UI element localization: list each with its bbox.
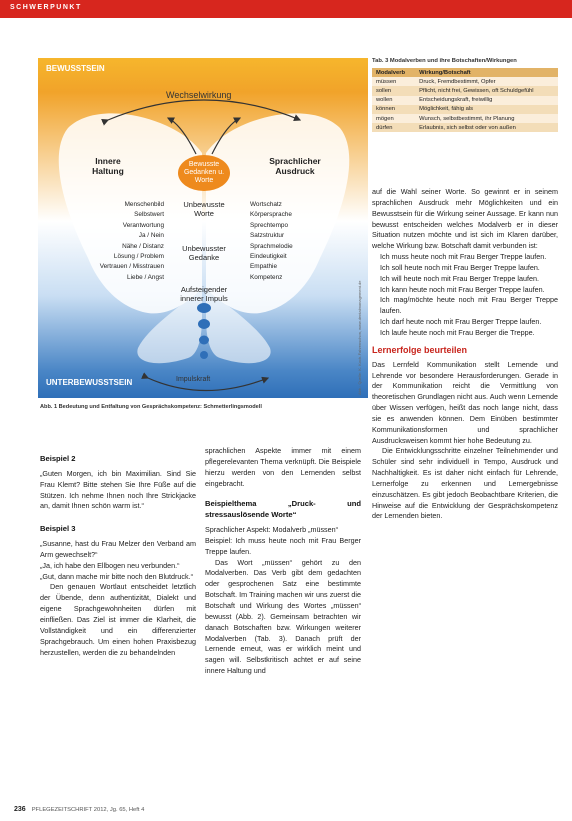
label-impulse: Impulskraft xyxy=(176,376,211,383)
table-row xyxy=(372,105,558,114)
example-2-text: „Guten Morgen, ich bin Maximilian. Sind Sie Frau Klemt? Bitte stehen Sie Ihre Füße auf die Stützen. Ich nehme Ihnen noch Ihre Strickjacke an, damit Ihnen schön warm ist.“ xyxy=(40,468,196,511)
center-unconscious-thought: Unbewusster Gedanke xyxy=(182,244,226,262)
journal-source: PFLEGEZEITSCHRIFT 2012, Jg. 65, Heft 4 xyxy=(31,807,145,813)
table-cell: Erlaubnis, sich selbst oder von außen xyxy=(415,123,558,132)
list-item: Vertrauen / Misstrauen xyxy=(99,263,164,271)
center-unconscious-words: Unbewusste Worte xyxy=(183,200,225,218)
body-paragraph: Sprachlicher Aspekt: Modalverb „müssen“ xyxy=(205,525,339,535)
table-cell: Pflicht, nicht frei, Gewissen, oft Schuldgefühl xyxy=(415,86,558,95)
body-paragraph: Das Lernfeld Kommunikation stellt Lernende und Lehrende vor besondere Herausforderungen. Gerade in der Kommunikation reicht die Vermittlung von theoretischen Grundlagen nicht aus. Auch wenn Lernende über Wissen verfügen, heißt das noch lange nicht, dass sie es anwenden können. Dem Einüben bestimmter Kommunikationsformen und sprachlicher Ausdrucksweisen kommt hier hohe Bedeutung zu. xyxy=(372,359,558,445)
example-3-heading: Beispiel 3 xyxy=(40,524,76,534)
table-cell: Wunsch, selbstbestimmt, ihr Planung xyxy=(415,114,558,123)
table-cell: dürfen xyxy=(372,123,415,132)
body-paragraph: auf die Wahl seiner Worte. So gewinnt er in seinem sprachlichen Ausdruck mehr Möglichkeiten und ein Bewusstsein für die Wirkung seiner Aussage. Er kann nun bewusst entscheiden welches Modalverb er in dieser Situation nutzen möchte und ist sich im Klaren darüber, welche Wirkung bzw. Botschaft damit verbunden ist: xyxy=(372,187,558,251)
list-item: Sprachmelodie xyxy=(250,242,293,250)
page-footer xyxy=(14,806,144,813)
table-row xyxy=(372,96,558,105)
table-row xyxy=(372,123,558,132)
table-cell: mögen xyxy=(372,114,415,123)
modal-verb-examples xyxy=(372,252,558,339)
label-subconscious: UNTERBEWUSSTSEIN xyxy=(46,378,133,387)
right-expression-list xyxy=(250,200,340,283)
section-heading: Lernerfolge beurteilen xyxy=(372,344,468,355)
list-item: Ich soll heute noch mit Frau Berger Treppe laufen. xyxy=(380,262,540,272)
title-verbal-expression: Sprachlicher Ausdruck xyxy=(269,156,321,176)
list-item: Empathie xyxy=(250,263,277,271)
example-3-line: „Gut, dann mache mir bitte noch den Blutdruck.“ xyxy=(40,571,194,581)
section-header-bar xyxy=(0,0,572,18)
label-interaction: Wechselwirkung xyxy=(166,90,232,100)
table-row xyxy=(372,114,558,123)
list-item: Ich darf heute noch mit Frau Berger Treppe laufen. xyxy=(380,317,542,327)
list-item: Verantwortung xyxy=(122,221,164,229)
list-item: Ich laufe heute noch mit Frau Berger die Treppe. xyxy=(380,327,535,337)
text-column-2 xyxy=(205,446,361,677)
list-item: Ich mag/möchte heute noch mit Frau Berger Treppe laufen. xyxy=(380,295,558,316)
example-3-line: „Ja, ich habe den Ellbogen neu verbunden.“ xyxy=(40,560,180,570)
list-item: Körpersprache xyxy=(250,211,292,219)
butterfly-figure xyxy=(38,58,368,398)
list-item: Selbstwert xyxy=(134,211,164,219)
table-header-cell: Modalverb xyxy=(372,68,415,77)
table-header-row xyxy=(372,68,558,77)
table-cell: wollen xyxy=(372,96,415,105)
body-paragraph: Das Wort „müssen“ gehört zu den Modalverben. Das Verb gibt dem gedachten oder gesprochenen Satz eine bestimmte Botschaft. Im Training machen wir uns zuerst die Botschaft und Wirkung des Wortes „müssen“ bewusst (Abb. 2). Gemeinsam betrachten wir danach Botschaften bzw. Wirkungen weiterer Modalverben (Tab. 3). Danach prüft der Lernende erneut, was er wirklich meint und sagen will. Selbstkritisch achtet er auf seine innere Haltung und xyxy=(205,557,361,676)
body-paragraph: Den genauen Wortlaut entscheidet letztlich der Übende, denn authentizität, Dialekt und eigene Sprachgewohnheiten dürfen mit einfließen. Das Ziel ist immer die Klarheit, die Vollständigkeit und ein differenzierter Sprachgebrauch. Um einen hohen Praxisbezug herzustellen, werden die zu behandelnden xyxy=(40,582,196,657)
table-title: Tab. 3 Modalverben und ihre Botschaften/Wirkungen xyxy=(372,58,517,64)
table-header-cell: Wirkung/Botschaft xyxy=(415,68,558,77)
text-column-3 xyxy=(372,187,558,522)
example-topic-heading: Beispielthema „Druck- und stressauslösende Worte“ xyxy=(205,499,361,520)
list-item: Satzstruktur xyxy=(250,232,285,240)
label-consciousness: BEWUSSTSEIN xyxy=(46,64,105,73)
section-label: SCHWERPUNKT xyxy=(10,4,82,11)
list-item: Ja / Nein xyxy=(138,232,164,240)
example-3-line: „Susanne, hast du Frau Melzer den Verband am Arm gewechselt?“ xyxy=(40,539,196,559)
list-item: Sprechtempo xyxy=(250,221,289,229)
table-cell: müssen xyxy=(372,77,415,86)
table-cell: Druck, Fremdbestimmt, Opfer xyxy=(415,77,558,86)
table-cell: können xyxy=(372,105,415,114)
table-row xyxy=(372,86,558,95)
list-item: Wortschatz xyxy=(250,201,282,208)
list-item: Ich will heute noch mit Frau Berger Treppe laufen. xyxy=(380,273,540,283)
figure-caption: Abb. 1 Bedeutung und Entfaltung von Gesprächskompetenz: Schmetterlingsmodell xyxy=(40,404,262,410)
list-item: Kompetenz xyxy=(250,273,283,281)
list-item: Ich muss heute noch mit Frau Berger Treppe laufen. xyxy=(380,252,547,262)
list-item: Liebe / Angst xyxy=(127,273,164,281)
title-inner-attitude: Innere Haltung xyxy=(92,156,124,176)
list-item: Ich kann heute noch mit Frau Berger Treppe laufen. xyxy=(380,284,545,294)
page-number: 236 xyxy=(14,806,26,813)
table-cell: Entscheidungskraft, freiwillig xyxy=(415,96,558,105)
body-paragraph: Beispiel: Ich muss heute noch mit Frau Berger Treppe laufen. xyxy=(205,535,361,556)
center-conscious-thoughts: Bewusste Gedanken u. Worte xyxy=(183,161,225,184)
table-cell: sollen xyxy=(372,86,415,95)
center-inner-impulse: Aufsteigender innerer Impuls xyxy=(180,285,228,303)
text-column-1 xyxy=(40,448,196,658)
figure-credit: Abb.: Quelle: K. Koch-Fahrenschon, www.dentalmanagement.de xyxy=(357,280,362,395)
left-attitude-list xyxy=(68,200,164,283)
body-paragraph: Die Entwicklungsschritte einzelner Teilnehmender und Schüler sind sehr individuell in Tempo, Ausdruck und Nachhaltigkeit. Es ist daher nicht einfach für Lehrende, Lernerfolge zu erkennen und Lernergebnisse einzuschätzen. Es gibt jedoch Beobachtbare Kriterien, die Hinweise auf die Entwicklung der Gesprächskompetenz der Lernenden bieten. xyxy=(372,446,558,521)
list-item: Menschenbild xyxy=(124,201,164,208)
list-item: Lösung / Problem xyxy=(113,253,164,261)
example-2-heading: Beispiel 2 xyxy=(40,454,76,463)
body-paragraph: sprachlichen Aspekte immer mit einem pflegerelevanten Thema verknüpft. Die Beispiele hierzu werden von den Lernenden selbst eingebracht. xyxy=(205,446,361,488)
table-cell: Möglichkeit, fähig als xyxy=(415,105,558,114)
table-row xyxy=(372,77,558,86)
list-item: Eindeutigkeit xyxy=(250,253,287,261)
list-item: Nähe / Distanz xyxy=(122,242,164,250)
modal-verb-table xyxy=(372,68,558,132)
